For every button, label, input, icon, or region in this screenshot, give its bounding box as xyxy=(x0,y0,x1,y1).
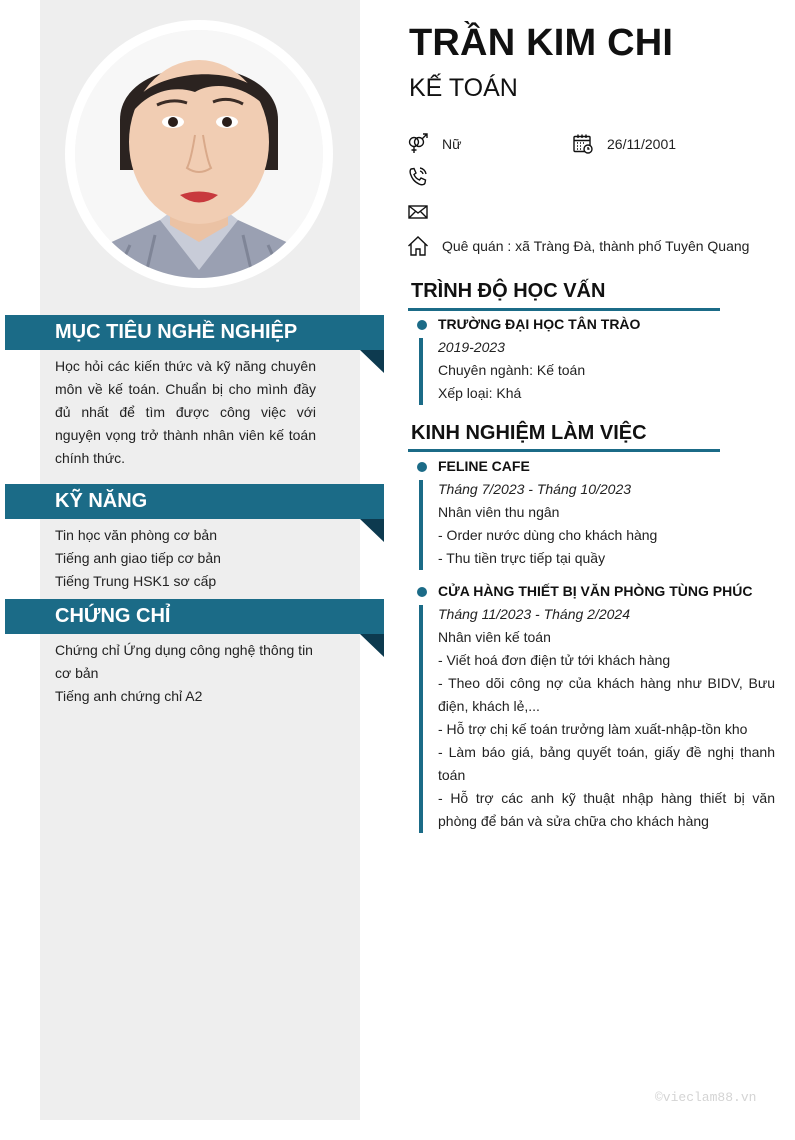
skills-list xyxy=(55,524,316,593)
watermark: ©vieclam88.vn xyxy=(655,1090,757,1105)
candidate-name: TRẦN KIM CHI xyxy=(409,22,674,64)
education-period: 2019-2023 xyxy=(438,339,505,355)
contact-phone xyxy=(407,166,442,188)
section-underline xyxy=(408,449,720,452)
contact-gender xyxy=(407,133,461,155)
section-header-objective: MỤC TIÊU NGHỀ NGHIỆP xyxy=(5,315,384,350)
contact-birthday xyxy=(572,133,676,155)
timeline-bar xyxy=(419,480,423,570)
school-name: TRƯỜNG ĐẠI HỌC TÂN TRÀO xyxy=(438,316,641,332)
ribbon-fold-decoration xyxy=(360,519,384,542)
job-detail: Nhân viên thu ngân xyxy=(438,504,560,520)
experience-entry xyxy=(438,580,775,833)
job-detail: - Viết hoá đơn điện tử tới khách hàng xyxy=(438,652,671,668)
skill-item: Tiếng Trung HSK1 sơ cấp xyxy=(55,573,217,589)
timeline-dot xyxy=(417,587,427,597)
phone-icon xyxy=(407,166,429,188)
company-name: FELINE CAFE xyxy=(438,458,530,474)
job-period: Tháng 11/2023 - Tháng 2/2024 xyxy=(438,606,631,622)
section-header-skills: KỸ NĂNG xyxy=(5,484,384,519)
ribbon-fold-decoration xyxy=(360,350,384,373)
certificate-item: Tiếng anh chứng chỉ A2 xyxy=(55,688,203,704)
timeline-bar xyxy=(419,338,423,405)
timeline-dot xyxy=(417,462,427,472)
section-title-education: TRÌNH ĐỘ HỌC VẤN xyxy=(411,280,606,302)
portrait-photo xyxy=(75,30,323,278)
hometown-value: Quê quán : xã Tràng Đà, thành phố Tuyên Quang xyxy=(442,238,750,254)
gender-value: Nữ xyxy=(442,136,462,152)
section-title-experience: KINH NGHIỆM LÀM VIỆC xyxy=(411,422,647,444)
job-period: Tháng 7/2023 - Tháng 10/2023 xyxy=(438,481,632,497)
candidate-role: KẾ TOÁN xyxy=(409,74,518,102)
job-detail: - Hỗ trợ các anh kỹ thuật nhập hàng thiết bị văn phòng để bán và sửa chữa cho khách hàng xyxy=(438,790,775,829)
gender-icon xyxy=(407,133,429,155)
ribbon-fold-decoration xyxy=(360,634,384,657)
education-detail: Chuyên ngành: Kế toán xyxy=(438,362,586,378)
job-detail: - Theo dõi công nợ của khách hàng như BIDV, Bưu điện, khách lẻ,... xyxy=(438,675,775,714)
skill-item: Tiếng anh giao tiếp cơ bản xyxy=(55,550,221,566)
section-underline xyxy=(408,308,720,311)
skill-item: Tin học văn phòng cơ bản xyxy=(55,527,217,543)
company-name: CỬA HÀNG THIẾT BỊ VĂN PHÒNG TÙNG PHÚC xyxy=(438,583,753,599)
certificate-item: Chứng chỉ Ứng dụng công nghệ thông tin cơ bản xyxy=(55,642,313,681)
birthday-value: 26/11/2001 xyxy=(607,136,677,152)
calendar-icon xyxy=(572,133,594,155)
job-detail: - Order nước dùng cho khách hàng xyxy=(438,527,658,543)
contact-email xyxy=(407,201,442,223)
job-detail: Nhân viên kế toán xyxy=(438,629,551,645)
experience-entry xyxy=(438,455,775,570)
education-entry xyxy=(438,313,775,405)
objective-text: Học hỏi các kiến thức và kỹ năng chuyên môn về kế toán. Chuẩn bị cho mình đầy đủ nhất để tìm được công việc với nguyện vọng trở thành nhân viên kế toán chính thức. xyxy=(55,358,316,466)
email-icon xyxy=(407,201,429,223)
avatar xyxy=(75,30,323,278)
education-detail: Xếp loại: Khá xyxy=(438,385,522,401)
timeline-dot xyxy=(417,320,427,330)
section-header-certificates: CHỨNG CHỈ xyxy=(5,599,384,634)
certificates-list xyxy=(55,639,316,708)
job-detail: - Thu tiền trực tiếp tại quầy xyxy=(438,550,606,566)
timeline-bar xyxy=(419,605,423,833)
job-detail: - Làm báo giá, bảng quyết toán, giấy đề nghị thanh toán xyxy=(438,744,775,783)
contact-hometown xyxy=(407,235,749,257)
job-detail: - Hỗ trợ chị kế toán trưởng làm xuất-nhập-tồn kho xyxy=(438,721,748,737)
home-icon xyxy=(407,235,429,257)
